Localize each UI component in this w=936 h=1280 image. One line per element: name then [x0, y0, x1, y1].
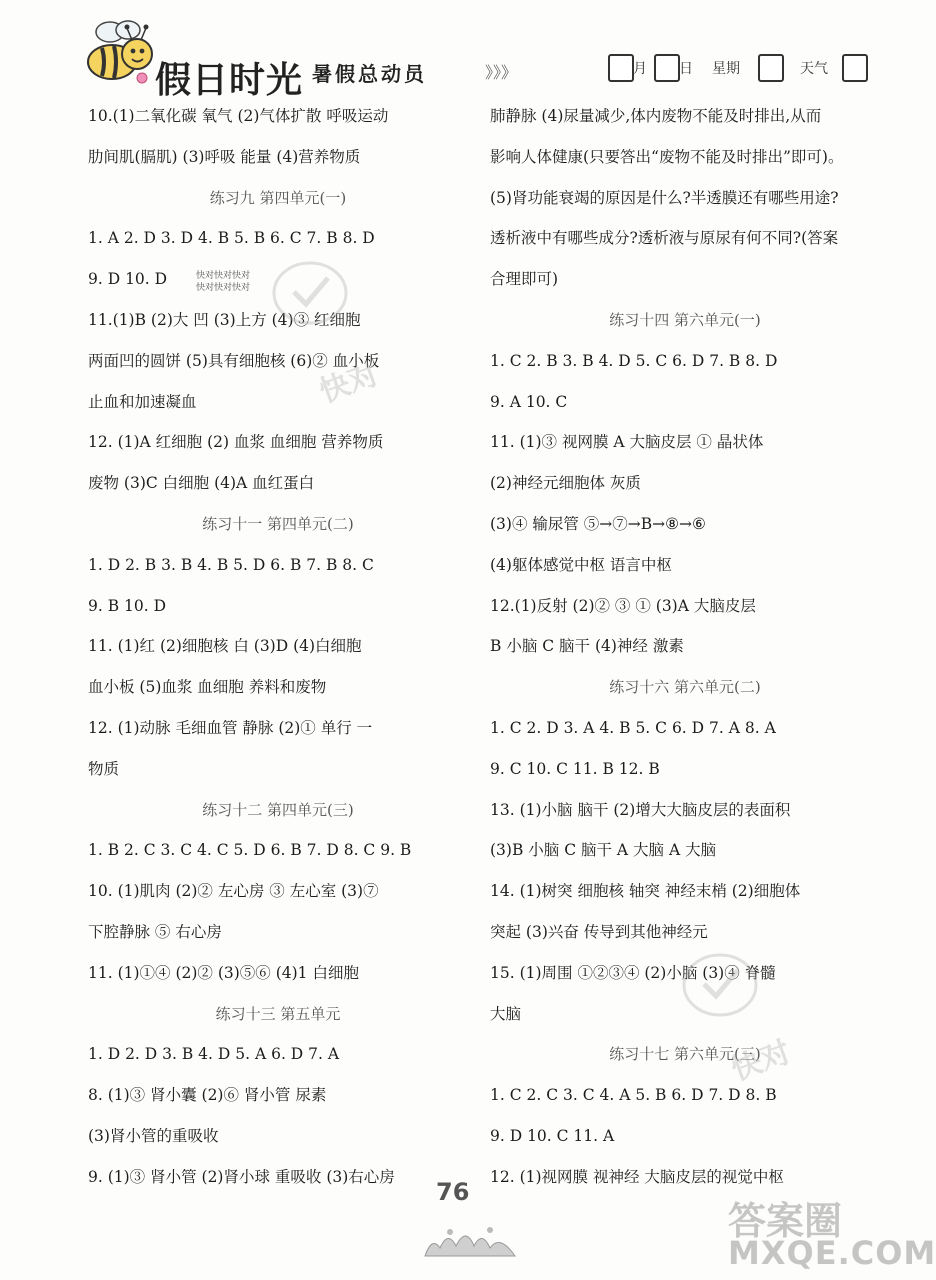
answer-line: 12.(1)反射 (2)② ③ ① (3)A 大脑皮层	[490, 596, 756, 615]
check-watermark-icon	[680, 950, 760, 1020]
answer-line: 1. C 2. C 3. C 4. A 5. B 6. D 7. D 8. B	[490, 1086, 777, 1105]
answer-line: 影响人体健康(只要答出“废物不能及时排出”即可)。	[490, 147, 844, 166]
section-heading: 练习十六 第六单元(二)	[609, 678, 761, 697]
answer-line: 10. (1)肌肉 (2)② 左心房 ③ 左心室 (3)⑦	[88, 882, 379, 901]
answer-line: 两面凹的圆饼 (5)具有细胞核 (6)② 血小板	[88, 351, 380, 370]
answer-line: (3)④ 输尿管 ⑤→⑦→B→⑧→⑥	[490, 515, 706, 533]
grass-decoration-icon	[420, 1218, 520, 1258]
answer-line: 透析液中有哪些成分?透析液与原尿有何不同?(答案	[490, 229, 839, 248]
answer-line: 肋间肌(膈肌) (3)呼吸 能量 (4)营养物质	[88, 147, 361, 166]
answer-line: 大脑	[490, 1004, 522, 1023]
answer-line: 11. (1)①④ (2)② (3)⑤⑥ (4)1 白细胞	[88, 963, 359, 982]
section-heading: 练习十一 第四单元(二)	[202, 515, 354, 533]
answer-line: 12. (1)视网膜 视神经 大脑皮层的视觉中枢	[490, 1167, 784, 1186]
section-heading: 练习十四 第六单元(一)	[609, 311, 761, 329]
section-heading: 练习十二 第四单元(三)	[202, 800, 354, 819]
day-box	[654, 54, 680, 82]
answer-line: B 小脑 C 脑干 (4)神经 激素	[490, 637, 684, 656]
answer-line: 肺静脉 (4)尿量减少,体内废物不能及时排出,从而	[490, 107, 822, 125]
weekday-label: 星期	[712, 61, 740, 77]
answer-line: 血小板 (5)血浆 血细胞 养料和废物	[88, 678, 327, 697]
answer-line: 下腔静脉 ⑤ 右心房	[88, 923, 222, 941]
answer-line: 1. D 2. D 3. B 4. D 5. A 6. D 7. A	[88, 1045, 340, 1064]
watermark-text: 快对	[727, 1034, 796, 1088]
answer-line: 12. (1)A 红细胞 (2) 血浆 血细胞 营养物质	[88, 433, 384, 452]
answer-line: 9. D 10. D	[88, 270, 168, 289]
answer-line: (4)躯体感觉中枢 语言中枢	[490, 555, 672, 574]
weather-box	[842, 54, 868, 82]
answer-line: 废物 (3)C 白细胞 (4)A 血红蛋白	[88, 474, 315, 493]
answer-line: 止血和加速凝血	[88, 392, 197, 411]
weekday-box	[758, 54, 784, 82]
answer-line: 9. D 10. C 11. A	[490, 1127, 615, 1145]
brand-title: 假日时光	[155, 60, 304, 101]
answer-line: 物质	[88, 759, 120, 778]
answer-line: 8. (1)③ 肾小囊 (2)⑥ 肾小管 尿素	[88, 1086, 327, 1105]
answer-line: 14. (1)树突 细胞核 轴突 神经末梢 (2)细胞体	[490, 882, 801, 901]
stamp-line: 快对快对快对	[196, 271, 251, 281]
answer-line: 12. (1)动脉 毛细血管 静脉 (2)① 单行 一	[88, 719, 373, 737]
check-watermark-icon	[270, 258, 350, 328]
weather-label: 天气	[800, 61, 828, 77]
chevron-decoration: 》》》	[485, 63, 518, 82]
month-box	[608, 54, 634, 82]
answer-line: 合理即可)	[490, 270, 559, 289]
answer-line: 1. D 2. B 3. B 4. B 5. D 6. B 7. B 8. C	[88, 555, 374, 574]
answer-line: 1. C 2. D 3. A 4. B 5. C 6. D 7. A 8. A	[490, 719, 776, 737]
answer-line: 9. (1)③ 肾小管 (2)肾小球 重吸收 (3)右心房	[88, 1167, 395, 1186]
answer-line: 11.(1)B (2)大 凹 (3)上方 (4)③ 红细胞	[88, 311, 361, 329]
answer-line: 15. (1)周围 ①②③④ (2)小脑 (3)④ 脊髓	[490, 963, 776, 982]
answer-line: 1. A 2. D 3. D 4. B 5. B 6. C 7. B 8. D	[88, 229, 375, 248]
answer-line: 11. (1)红 (2)细胞核 白 (3)D (4)白细胞	[88, 637, 362, 656]
stamp-line: 快对快对快对	[196, 283, 251, 293]
site-logo: 答案圈	[728, 1199, 843, 1243]
answer-line: 13. (1)小脑 脑干 (2)增大大脑皮层的表面积	[490, 800, 791, 819]
answer-line: 1. C 2. B 3. B 4. D 5. C 6. D 7. B 8. D	[490, 351, 778, 370]
section-heading: 练习九 第四单元(一)	[209, 188, 347, 207]
answer-line: (2)神经元细胞体 灰质	[490, 474, 641, 493]
stamp-text	[196, 270, 250, 294]
site-url: MXQE.COM	[728, 1234, 936, 1272]
answer-line: 9. A 10. C	[490, 392, 568, 411]
section-heading: 练习十三 第五单元	[215, 1004, 341, 1023]
answer-line: 突起 (3)兴奋 传导到其他神经元	[490, 923, 708, 941]
answer-line: 10.(1)二氧化碳 氧气 (2)气体扩散 呼吸运动	[88, 107, 389, 125]
brand-subtitle: 暑假总动员	[312, 62, 427, 86]
answer-line: (5)肾功能衰竭的原因是什么?半透膜还有哪些用途?	[490, 188, 839, 207]
answer-line: 9. C 10. C 11. B 12. B	[490, 759, 660, 778]
answer-line: (3)B 小脑 C 脑干 A 大脑 A 大脑	[490, 841, 717, 860]
answer-line: 9. B 10. D	[88, 596, 167, 615]
page-header	[0, 0, 900, 100]
page-number: 76	[436, 1178, 470, 1206]
watermark-text: 快对	[315, 356, 384, 410]
answer-line: (3)肾小管的重吸收	[88, 1127, 219, 1145]
answer-line: 11. (1)③ 视网膜 A 大脑皮层 ① 晶状体	[490, 433, 764, 452]
section-heading: 练习十七 第六单元(三)	[609, 1045, 761, 1064]
day-label: 日	[679, 61, 693, 77]
answer-line: 1. B 2. C 3. C 4. C 5. D 6. B 7. D 8. C 9. B	[88, 841, 412, 860]
bee-mascot-icon	[82, 18, 160, 88]
month-label: 月	[633, 61, 647, 77]
